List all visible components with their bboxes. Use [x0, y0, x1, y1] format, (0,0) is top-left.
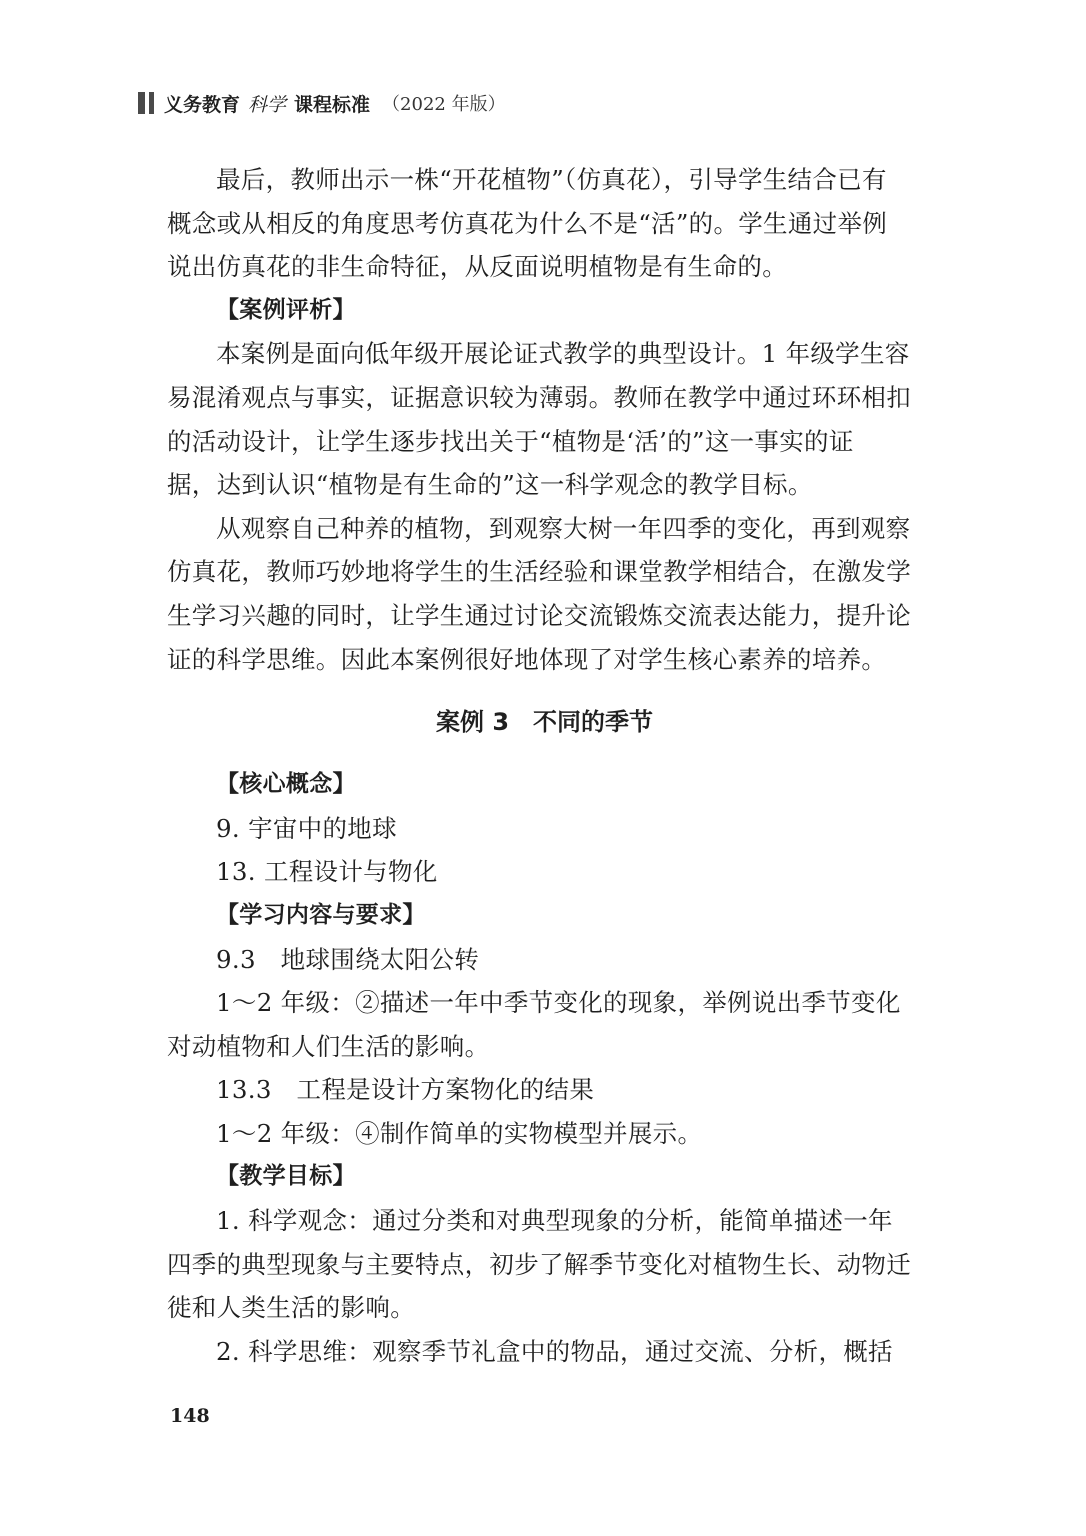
header-subtitle: 课程标准: [294, 93, 371, 116]
paragraph-line: 本案例是面向低年级开展论证式教学的典型设计。1 年级学生容: [216, 339, 910, 369]
page-content: [167, 158, 922, 1373]
header-subject: 科学: [248, 93, 287, 116]
paragraph-line: 据，达到认识“植物是有生命的”这一科学观念的教学目标。: [167, 470, 813, 500]
section-label-case-analysis: 【案例评析】: [216, 296, 356, 323]
paragraph-line: 2. 科学思维：观察季节礼盒中的物品，通过交流、分析，概括: [216, 1336, 893, 1366]
paragraph-line: 易混淆观点与事实，证据意识较为薄弱。教师在教学中通过环环相扣: [167, 382, 911, 412]
paragraph-line: 的活动设计，让学生逐步找出关于“植物是‘活’的”这一事实的证: [167, 426, 854, 456]
section-label-core-concepts: 【核心概念】: [216, 771, 356, 798]
paragraph-line: 最后，教师出示一株“开花植物”（仿真花），引导学生结合已有: [216, 165, 887, 194]
paragraph-line: 徙和人类生活的影响。: [167, 1293, 415, 1323]
paragraph-line: 概念或从相反的角度思考仿真花为什么不是“活”的。学生通过举例: [167, 208, 888, 238]
list-item: 13.3 工程是设计方案物化的结果: [216, 1075, 595, 1105]
header-edition: （2022 年版）: [382, 94, 506, 115]
list-item: 9. 宇宙中的地球: [216, 813, 397, 843]
page-number: 148: [170, 1405, 210, 1427]
paragraph-line: 四季的典型现象与主要特点，初步了解季节变化对植物生长、动物迁: [167, 1249, 911, 1279]
list-item: 9.3 地球围绕太阳公转: [216, 944, 480, 974]
paragraph-line: 1. 科学观念：通过分类和对典型现象的分析，能简单描述一年: [216, 1206, 893, 1236]
header-bars-icon: [138, 92, 154, 114]
paragraph-line: 1～2 年级：②描述一年中季节变化的现象，举例说出季节变化: [216, 988, 901, 1018]
running-header: [138, 90, 506, 116]
section-label-learning-content: 【学习内容与要求】: [216, 901, 426, 928]
section-label-teaching-goals: 【教学目标】: [216, 1163, 356, 1190]
paragraph-line: 生学习兴趣的同时，让学生通过讨论交流锻炼交流表达能力，提升论: [167, 600, 911, 630]
list-item: 13. 工程设计与物化: [216, 857, 438, 887]
paragraph-line: 对动植物和人们生活的影响。: [167, 1031, 490, 1061]
header-title: 义务教育: [164, 93, 241, 116]
case-title: 案例 3 不同的季节: [435, 708, 654, 737]
paragraph-line: 说出仿真花的非生命特征，从反面说明植物是有生命的。: [167, 252, 787, 282]
paragraph-line: 证的科学思维。因此本案例很好地体现了对学生核心素养的培养。: [167, 644, 887, 674]
paragraph-line: 从观察自己种养的植物，到观察大树一年四季的变化，再到观察: [216, 513, 911, 543]
paragraph-line: 仿真花，教师巧妙地将学生的生活经验和课堂教学相结合，在激发学: [167, 557, 911, 587]
paragraph-line: 1～2 年级：④制作简单的实物模型并展示。: [216, 1118, 703, 1148]
